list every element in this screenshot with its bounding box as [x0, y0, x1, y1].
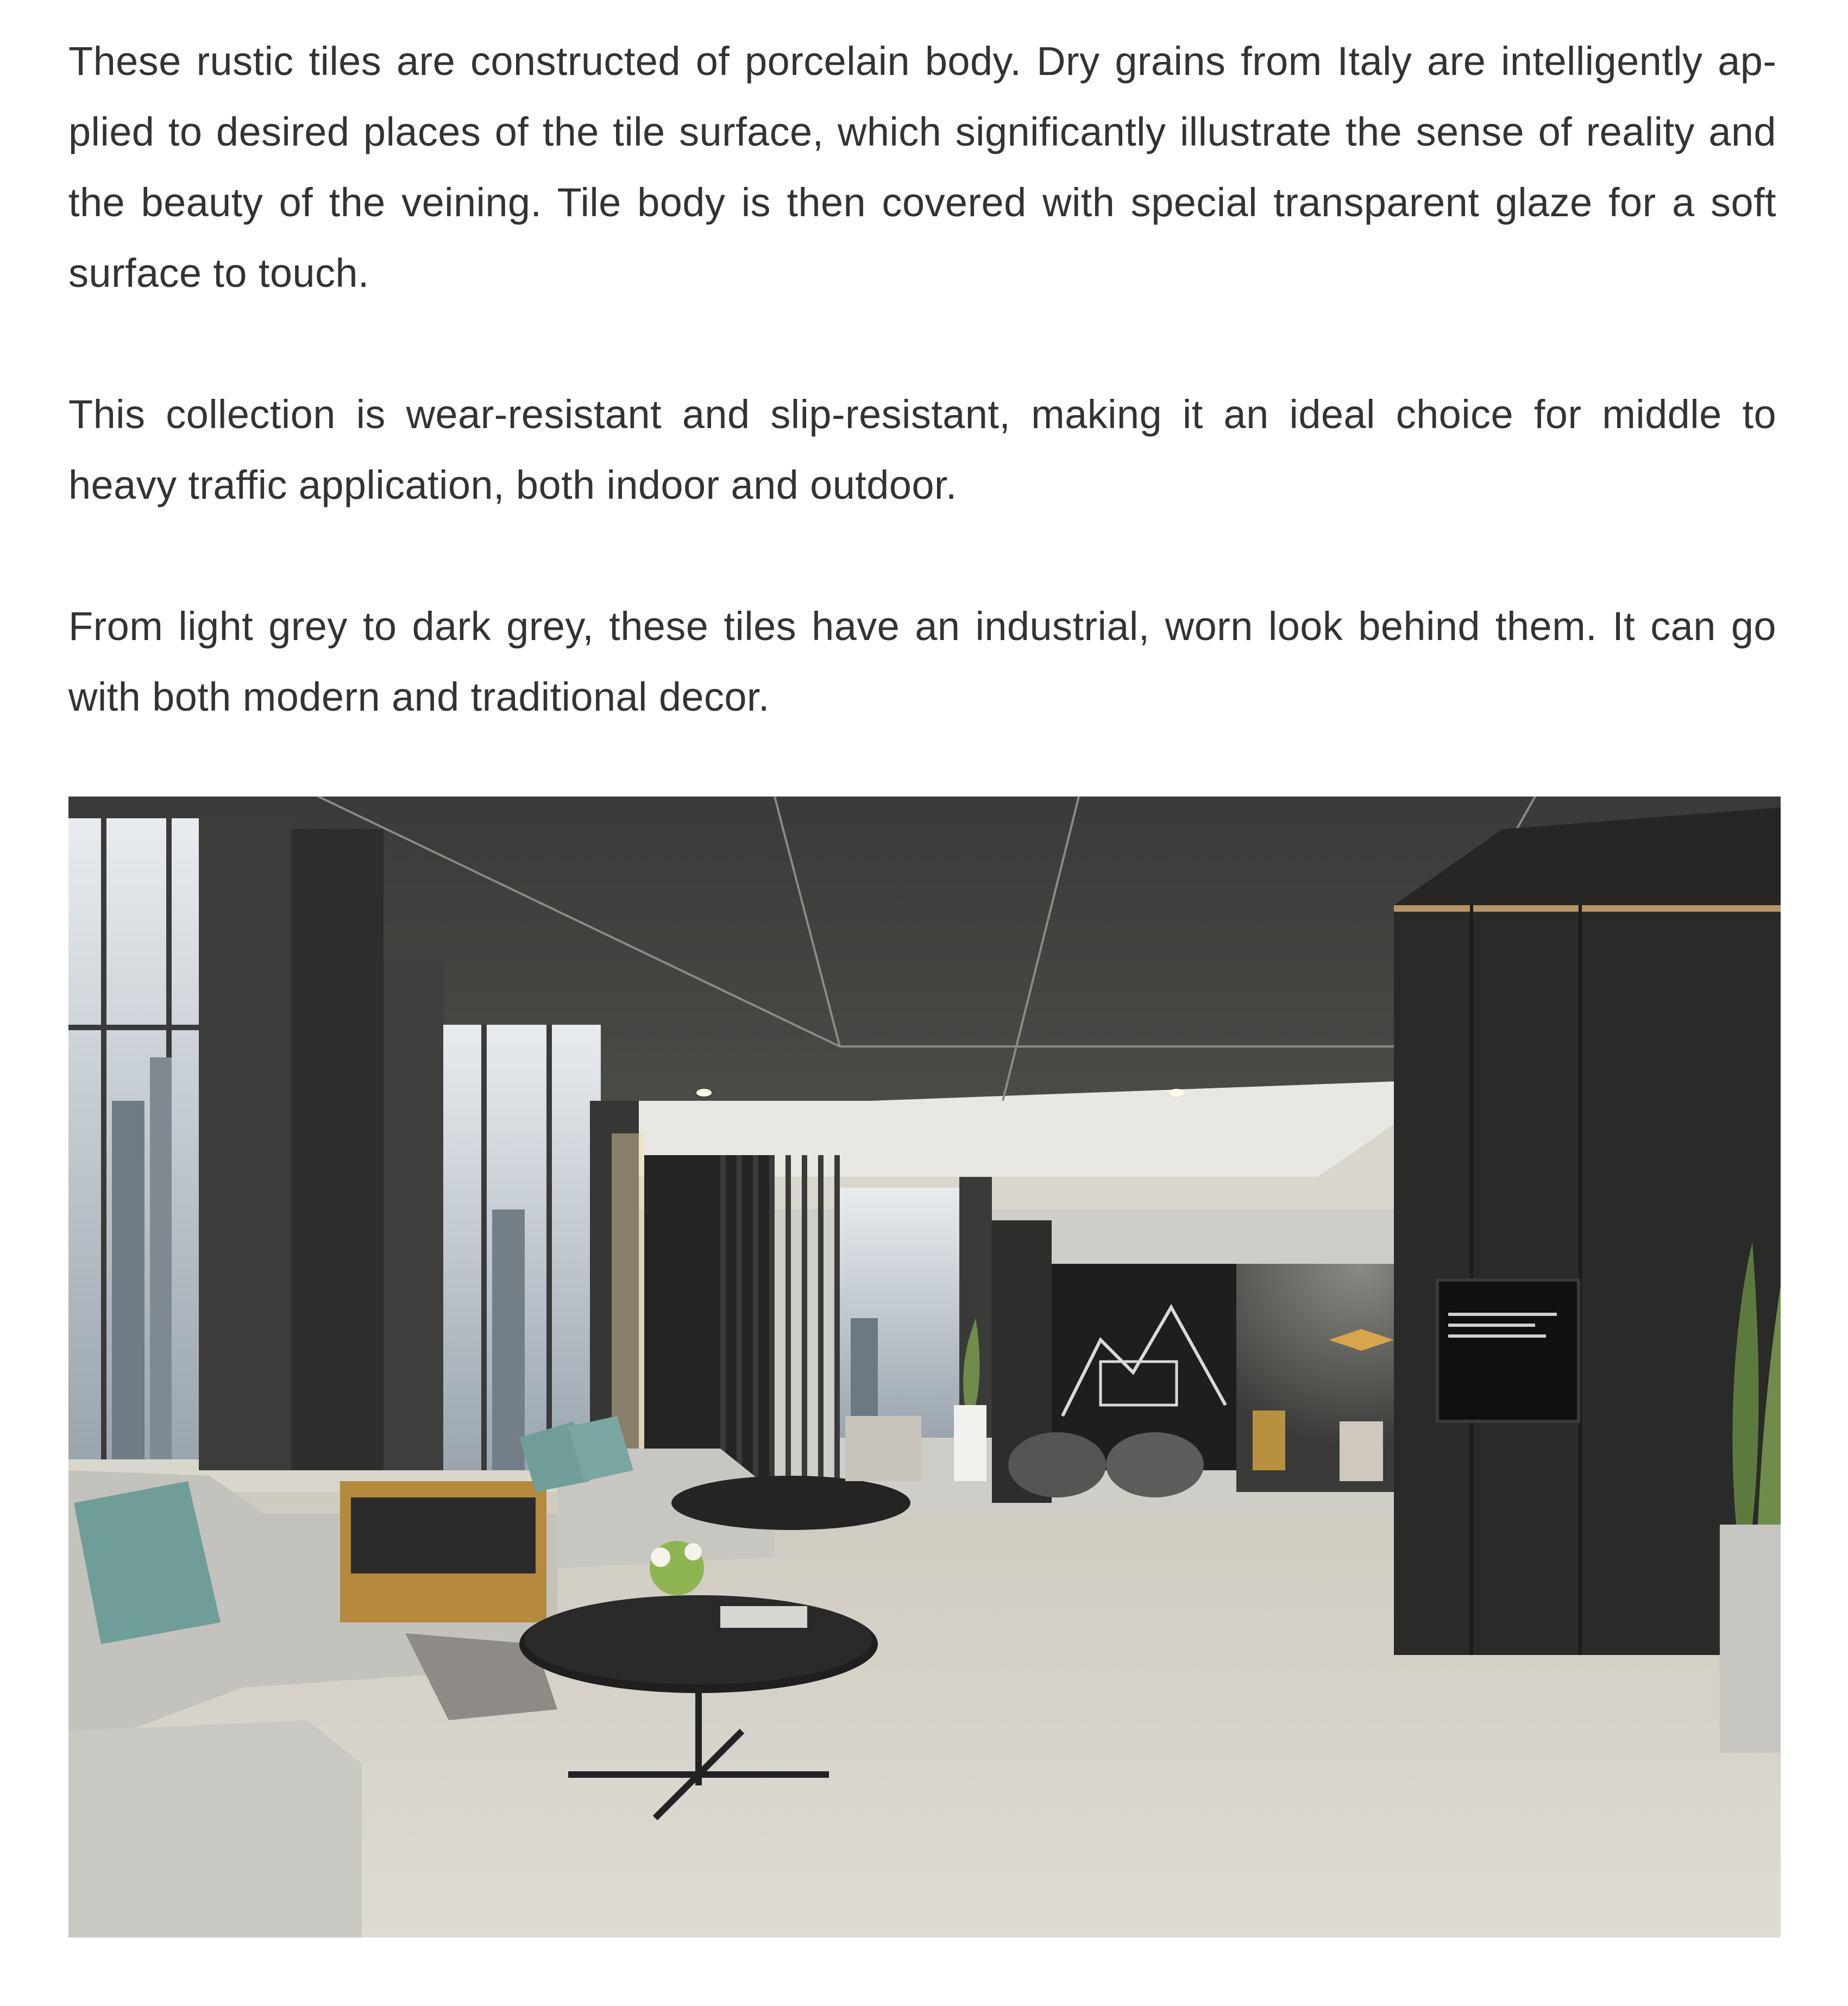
living-room-illustration [68, 797, 1781, 1938]
paragraph-resistance: This collection is wear-resistant and slip-resistant, making it an ideal choice for middle to heavy traffic application, both indoor and outdoor. [68, 392, 1776, 507]
curtain [199, 818, 291, 1470]
paragraph-material: These rustic tiles are constructed of porcelain body. Dry grains from Italy are intelligently applied to desired places of the tile surface, which significantly illustrate the sense of reality and the beauty of the veining. Tile body is then covered with special transparent glaze for a soft surface to touch. [68, 39, 1776, 296]
description-text [68, 26, 1776, 732]
interior-room-photo [68, 797, 1781, 1938]
paragraph-style: From light grey to dark grey, these tiles have an industrial, worn look behind them. It can go with both modern and traditional decor. [68, 604, 1776, 719]
tv-screen [1437, 1280, 1579, 1421]
